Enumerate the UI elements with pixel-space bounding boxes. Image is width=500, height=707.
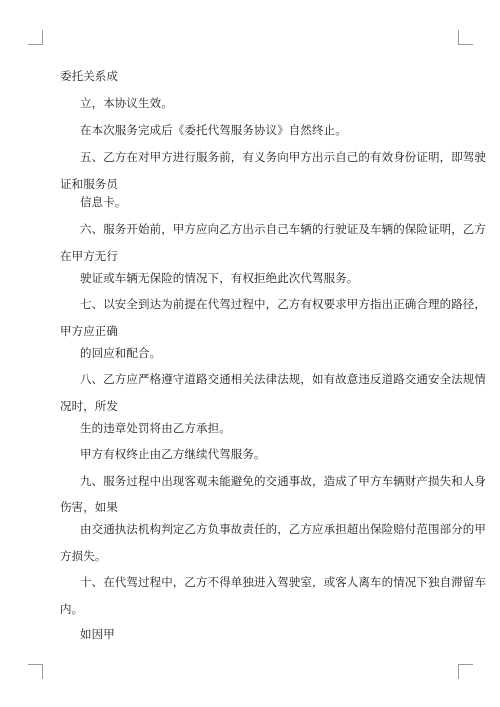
text-line: 的回应和配合。 — [80, 346, 162, 360]
text-line: 九、服务过程中出现客观未能避免的交通事故，造成了甲方车辆财产损失和人身 — [80, 474, 486, 488]
text-line: 驶证或车辆无保险的情况下，有权拒绝此次代驾服务。 — [80, 271, 359, 285]
text-line: 在甲方无行 — [60, 249, 118, 263]
text-line: 伤害，如果 — [60, 500, 118, 514]
text-line: 内。 — [60, 602, 84, 616]
text-line: 在本次服务完成后《委托代驾服务协议》自然终止。 — [80, 123, 347, 137]
text-line: 立，本协议生效。 — [80, 96, 173, 110]
crop-mark-bottom-left — [28, 664, 43, 679]
text-line: 如因甲 — [80, 627, 115, 641]
text-line: 由交通执法机构判定乙方负事故责任的，乙方应承担超出保险赔付范围部分的甲 — [80, 522, 486, 536]
text-line: 委托关系成 — [60, 69, 118, 83]
text-line: 况时，所发 — [60, 399, 118, 413]
crop-mark-top-left — [28, 30, 43, 45]
text-line: 八、乙方应严格遵守道路交通相关法律法规，如有故意违反道路交通安全法规情 — [80, 372, 486, 386]
text-line: 甲方应正确 — [60, 324, 118, 338]
text-line: 六、服务开始前，甲方应向乙方出示自己车辆的行驶证及车辆的保险证明，乙方 — [80, 222, 486, 236]
crop-mark-bottom-right — [458, 664, 473, 679]
text-line: 信息卡。 — [80, 195, 127, 209]
text-line: 七、以安全到达为前提在代驾过程中，乙方有权要求甲方指出正确合理的路径， — [80, 297, 486, 311]
text-line: 证和服务员 — [60, 177, 118, 191]
text-line: 生的违章处罚将由乙方承担。 — [80, 421, 231, 435]
text-line: 五、乙方在对甲方进行服务前，有义务向甲方出示自己的有效身份证明，即驾驶 — [80, 150, 486, 164]
text-line: 甲方有权终止由乙方继续代驾服务。 — [80, 447, 266, 461]
text-line: 方损失。 — [60, 549, 107, 563]
text-line: 十、在代驾过程中，乙方不得单独进入驾驶室，或客人离车的情况下独自滞留车 — [80, 575, 486, 589]
crop-mark-top-right — [458, 30, 473, 45]
